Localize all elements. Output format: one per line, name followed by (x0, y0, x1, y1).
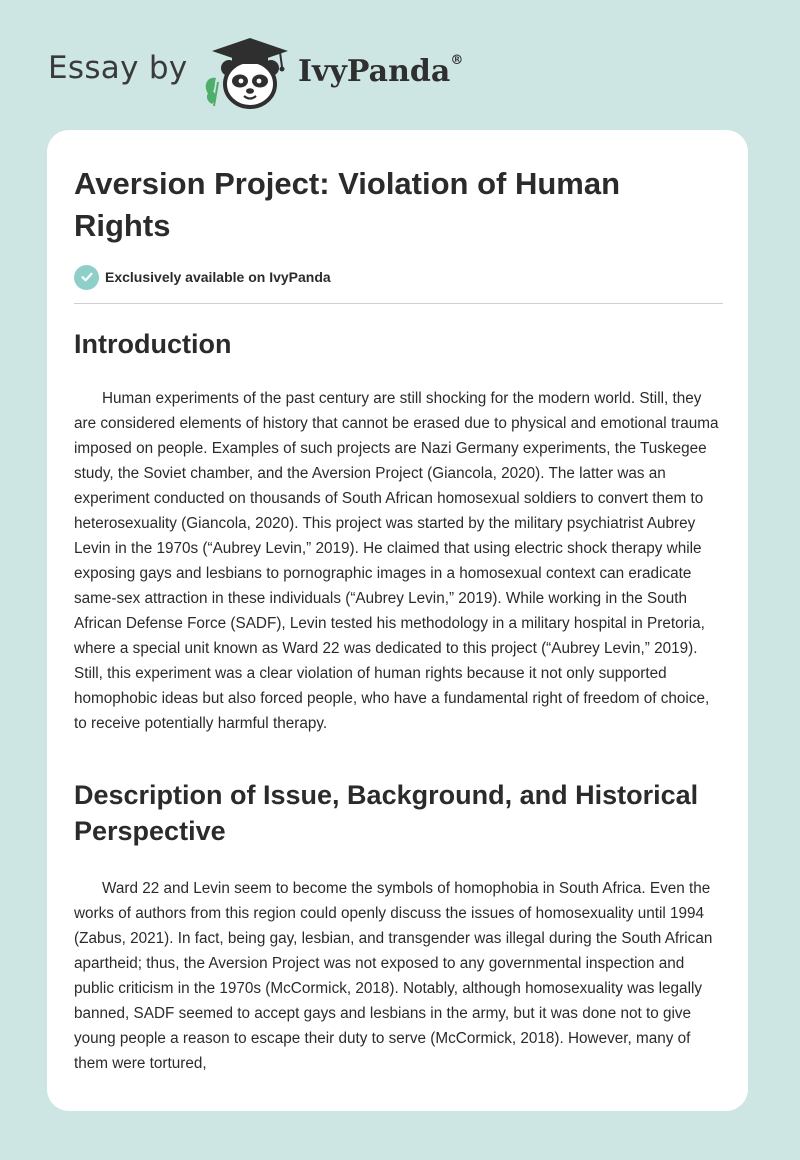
brand-name[interactable]: IvyPanda® (298, 53, 464, 89)
registered-mark: ® (450, 53, 464, 68)
article-card (47, 130, 748, 1111)
check-icon (74, 265, 99, 290)
ivypanda-logo-icon[interactable] (200, 34, 292, 110)
section-heading-introduction: Introduction (74, 329, 232, 359)
essay-by-label: Essay by (48, 50, 188, 86)
section-paragraph-background: Ward 22 and Levin seem to become the symbols of homophobia in South Africa. Even the works of authors from this region could openly discuss the issues of homosexuality until 1994 (Zabus, 2021). In fact, being gay, lesbian, and transgender was illegal during the South African apartheid; thus, the Aversion Project was not exposed to any governmental inspection and public criticism in the 1970s (McCormick, 2018). Notably, although homosexuality was legally banned, SADF seemed to accept gays and lesbians in the army, but it was done not to give young people a reason to escape their duty to serve (McCormick, 2018). However, many of them were tortured, (74, 880, 713, 1072)
exclusive-label: Exclusively available on IvyPanda (105, 269, 331, 285)
site-header (48, 34, 548, 114)
section-heading-background: Description of Issue, Background, and Historical Perspective (74, 780, 699, 846)
exclusive-badge (74, 264, 331, 290)
section-paragraph-introduction: Human experiments of the past century are still shocking for the modern world. Still, they are considered elements of history that cannot be erased due to physical and emotional trauma imposed on people. Examples of such projects are Nazi Germany experiments, the Tuskegee study, the Soviet chamber, and the Aversion Project (Giancola, 2020). The latter was an experiment conducted on thousands of South African homosexual soldiers to convert them to heterosexuality (Giancola, 2020). This project was started by the military psychiatrist Aubrey Levin in the 1970s (“Aubrey Levin,” 2019). He claimed that using electric shock therapy while exposing gays and lesbians to pornographic images in a homosexual context can eradicate same-sex attraction in these individuals (“Aubrey Levin,” 2019). While working in the South African Defense Force (SADF), Levin tested his methodology in a military hospital in Pretoria, where a special unit known as Ward 22 was dedicated to this project (“Aubrey Levin,” 2019). Still, this experiment was a clear violation of human rights because it not only supported homophobic ideas but also forced people, who have a fundamental right of freedom of choice, to receive potentially harmful therapy. (74, 390, 719, 732)
title-divider (74, 303, 723, 304)
article-title: Aversion Project: Violation of Human Rights (74, 166, 621, 243)
